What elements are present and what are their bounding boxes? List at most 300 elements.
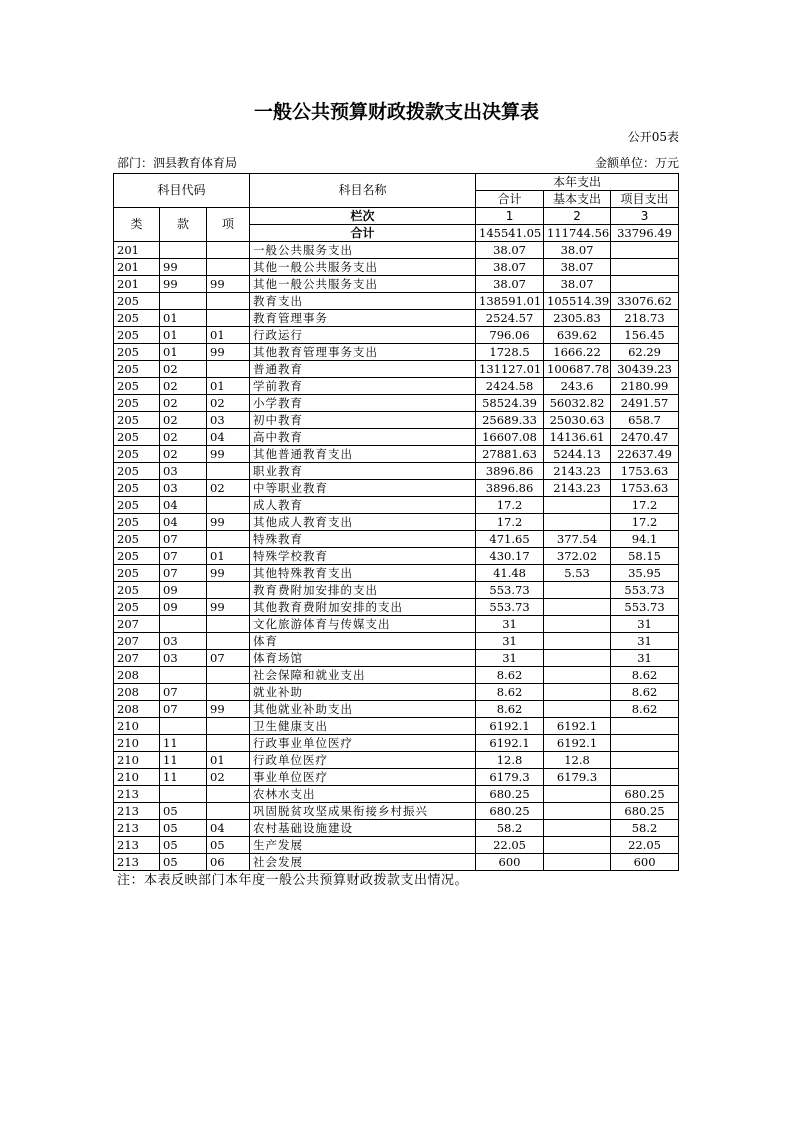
- code-xiang: [207, 310, 250, 327]
- code-xiang: [207, 531, 250, 548]
- code-kuan: 03: [160, 480, 207, 497]
- amount-project: 17.2: [611, 514, 679, 531]
- table-row: [114, 735, 679, 752]
- code-xiang: 05: [207, 837, 250, 854]
- code-lei: 207: [114, 616, 160, 633]
- form-number: 公开05表: [627, 130, 679, 144]
- code-xiang: 03: [207, 412, 250, 429]
- amount-basic: 38.07: [544, 259, 611, 276]
- item-name: 其他普通教育支出: [250, 446, 476, 463]
- code-lei: 205: [114, 531, 160, 548]
- amount-project: 218.73: [611, 310, 679, 327]
- code-lei: 201: [114, 259, 160, 276]
- item-name: 其他成人教育支出: [250, 514, 476, 531]
- item-name: 成人教育: [250, 497, 476, 514]
- table-row: [114, 684, 679, 701]
- code-lei: 205: [114, 429, 160, 446]
- amount-project: 8.62: [611, 667, 679, 684]
- code-kuan: 05: [160, 854, 207, 871]
- amount-project: [611, 735, 679, 752]
- code-lei: 210: [114, 752, 160, 769]
- amount-basic: [544, 684, 611, 701]
- amount-project: 2180.99: [611, 378, 679, 395]
- code-kuan: [160, 616, 207, 633]
- amount-basic: 56032.82: [544, 395, 611, 412]
- table-row: [114, 327, 679, 344]
- header-code: 科目代码: [114, 174, 250, 208]
- amount-total: 600: [476, 854, 544, 871]
- item-name: 其他特殊教育支出: [250, 565, 476, 582]
- table-row: [114, 820, 679, 837]
- amount-project: 31: [611, 616, 679, 633]
- item-name: 行政单位医疗: [250, 752, 476, 769]
- code-lei: 205: [114, 293, 160, 310]
- amount-basic: 6179.3: [544, 769, 611, 786]
- item-name: 社会发展: [250, 854, 476, 871]
- amount-basic: [544, 599, 611, 616]
- code-kuan: 09: [160, 599, 207, 616]
- amount-project: 1753.63: [611, 463, 679, 480]
- code-kuan: 02: [160, 361, 207, 378]
- amount-total: 796.06: [476, 327, 544, 344]
- amount-project: 553.73: [611, 599, 679, 616]
- total-label: 合计: [250, 225, 476, 242]
- item-name: 普通教育: [250, 361, 476, 378]
- item-name: 教育支出: [250, 293, 476, 310]
- total-total: 145541.05: [476, 225, 544, 242]
- amount-basic: [544, 803, 611, 820]
- item-name: 卫生健康支出: [250, 718, 476, 735]
- table-row: [114, 310, 679, 327]
- code-xiang: [207, 667, 250, 684]
- amount-basic: 372.02: [544, 548, 611, 565]
- code-lei: 210: [114, 718, 160, 735]
- amount-project: [611, 276, 679, 293]
- code-xiang: 99: [207, 565, 250, 582]
- code-kuan: 02: [160, 378, 207, 395]
- amount-project: 2491.57: [611, 395, 679, 412]
- amount-project: 600: [611, 854, 679, 871]
- table-row: [114, 378, 679, 395]
- table-row: [114, 786, 679, 803]
- code-kuan: 02: [160, 446, 207, 463]
- amount-basic: 639.62: [544, 327, 611, 344]
- amount-basic: 2143.23: [544, 480, 611, 497]
- code-kuan: 99: [160, 276, 207, 293]
- amount-project: 1753.63: [611, 480, 679, 497]
- code-xiang: [207, 361, 250, 378]
- amount-total: 31: [476, 616, 544, 633]
- header-year-expense: 本年支出: [476, 174, 679, 191]
- code-xiang: 99: [207, 276, 250, 293]
- code-xiang: [207, 718, 250, 735]
- code-lei: 205: [114, 599, 160, 616]
- code-xiang: 99: [207, 599, 250, 616]
- amount-project: 680.25: [611, 786, 679, 803]
- item-name: 行政事业单位医疗: [250, 735, 476, 752]
- table-row: [114, 769, 679, 786]
- code-lei: 213: [114, 786, 160, 803]
- code-lei: 205: [114, 463, 160, 480]
- table-row: [114, 463, 679, 480]
- code-kuan: [160, 293, 207, 310]
- amount-basic: 2305.83: [544, 310, 611, 327]
- code-xiang: [207, 293, 250, 310]
- code-lei: 207: [114, 650, 160, 667]
- item-name: 教育管理事务: [250, 310, 476, 327]
- code-kuan: 01: [160, 310, 207, 327]
- amount-total: 553.73: [476, 582, 544, 599]
- item-name: 文化旅游体育与传媒支出: [250, 616, 476, 633]
- table-row: [114, 429, 679, 446]
- amount-total: 17.2: [476, 514, 544, 531]
- amount-total: 38.07: [476, 242, 544, 259]
- table-row: [114, 259, 679, 276]
- amount-unit-label: 金额单位：万元: [594, 156, 679, 170]
- amount-project: 22.05: [611, 837, 679, 854]
- amount-basic: [544, 633, 611, 650]
- amount-total: 3896.86: [476, 463, 544, 480]
- amount-basic: [544, 786, 611, 803]
- code-xiang: 02: [207, 480, 250, 497]
- table-row: [114, 718, 679, 735]
- amount-total: 38.07: [476, 259, 544, 276]
- table-row: [114, 514, 679, 531]
- item-name: 中等职业教育: [250, 480, 476, 497]
- amount-total: 430.17: [476, 548, 544, 565]
- table-row: [114, 361, 679, 378]
- code-kuan: 03: [160, 650, 207, 667]
- footnote: 注：本表反映部门本年度一般公共预算财政拨款支出情况。: [117, 873, 469, 888]
- amount-total: 41.48: [476, 565, 544, 582]
- code-kuan: 05: [160, 803, 207, 820]
- amount-total: 2524.57: [476, 310, 544, 327]
- amount-basic: 6192.1: [544, 735, 611, 752]
- total-basic: 111744.56: [544, 225, 611, 242]
- code-kuan: 02: [160, 429, 207, 446]
- table-row: [114, 480, 679, 497]
- header-lei: 类: [114, 208, 160, 242]
- amount-project: [611, 769, 679, 786]
- item-name: 社会保障和就业支出: [250, 667, 476, 684]
- code-xiang: 01: [207, 327, 250, 344]
- amount-basic: 25030.63: [544, 412, 611, 429]
- table-row: [114, 293, 679, 310]
- table-row: [114, 701, 679, 718]
- amount-basic: [544, 514, 611, 531]
- amount-basic: 105514.39: [544, 293, 611, 310]
- amount-total: 6179.3: [476, 769, 544, 786]
- amount-basic: [544, 837, 611, 854]
- amount-basic: [544, 854, 611, 871]
- item-name: 其他一般公共服务支出: [250, 259, 476, 276]
- code-xiang: [207, 633, 250, 650]
- amount-basic: 38.07: [544, 276, 611, 293]
- item-name: 生产发展: [250, 837, 476, 854]
- table-row: [114, 548, 679, 565]
- code-xiang: [207, 582, 250, 599]
- code-kuan: [160, 786, 207, 803]
- code-lei: 208: [114, 667, 160, 684]
- item-name: 事业单位医疗: [250, 769, 476, 786]
- amount-project: 58.2: [611, 820, 679, 837]
- code-lei: 205: [114, 582, 160, 599]
- amount-total: 22.05: [476, 837, 544, 854]
- amount-total: 31: [476, 650, 544, 667]
- amount-total: 58.2: [476, 820, 544, 837]
- code-lei: 208: [114, 701, 160, 718]
- item-name: 一般公共服务支出: [250, 242, 476, 259]
- table-row: [114, 803, 679, 820]
- code-kuan: 04: [160, 497, 207, 514]
- code-lei: 210: [114, 769, 160, 786]
- code-xiang: [207, 497, 250, 514]
- code-lei: 205: [114, 565, 160, 582]
- code-lei: 205: [114, 548, 160, 565]
- code-lei: 205: [114, 514, 160, 531]
- code-kuan: 11: [160, 735, 207, 752]
- header-column-label: 栏次: [250, 208, 476, 225]
- table-row: [114, 531, 679, 548]
- table-row: [114, 667, 679, 684]
- amount-project: 62.29: [611, 344, 679, 361]
- item-name: 巩固脱贫攻坚成果衔接乡村振兴: [250, 803, 476, 820]
- code-kuan: 03: [160, 463, 207, 480]
- amount-project: 658.7: [611, 412, 679, 429]
- amount-project: 2470.47: [611, 429, 679, 446]
- table-row: [114, 854, 679, 871]
- amount-project: 35.95: [611, 565, 679, 582]
- code-kuan: 07: [160, 684, 207, 701]
- amount-total: 38.07: [476, 276, 544, 293]
- amount-basic: [544, 701, 611, 718]
- table-row: [114, 497, 679, 514]
- code-lei: 205: [114, 480, 160, 497]
- table-row: [114, 752, 679, 769]
- amount-basic: [544, 497, 611, 514]
- expense-table: [113, 173, 679, 871]
- amount-basic: 14136.61: [544, 429, 611, 446]
- amount-total: 138591.01: [476, 293, 544, 310]
- amount-total: 6192.1: [476, 735, 544, 752]
- table-row: [114, 412, 679, 429]
- amount-project: 31: [611, 650, 679, 667]
- table-row: [114, 837, 679, 854]
- amount-project: 94.1: [611, 531, 679, 548]
- code-kuan: [160, 718, 207, 735]
- amount-project: 156.45: [611, 327, 679, 344]
- amount-basic: [544, 820, 611, 837]
- item-name: 教育费附加安排的支出: [250, 582, 476, 599]
- code-xiang: 99: [207, 701, 250, 718]
- header-xiang: 项: [207, 208, 250, 242]
- amount-basic: 243.6: [544, 378, 611, 395]
- table-row: [114, 276, 679, 293]
- header-kuan: 款: [160, 208, 207, 242]
- item-name: 行政运行: [250, 327, 476, 344]
- amount-total: 8.62: [476, 667, 544, 684]
- code-lei: 201: [114, 276, 160, 293]
- code-xiang: 06: [207, 854, 250, 871]
- amount-total: 31: [476, 633, 544, 650]
- code-kuan: 04: [160, 514, 207, 531]
- code-xiang: [207, 684, 250, 701]
- code-lei: 205: [114, 310, 160, 327]
- code-xiang: [207, 259, 250, 276]
- item-name: 职业教育: [250, 463, 476, 480]
- amount-total: 1728.5: [476, 344, 544, 361]
- code-lei: 205: [114, 361, 160, 378]
- amount-basic: 2143.23: [544, 463, 611, 480]
- code-kuan: [160, 242, 207, 259]
- table-row: [114, 633, 679, 650]
- item-name: 体育: [250, 633, 476, 650]
- amount-total: 3896.86: [476, 480, 544, 497]
- item-name: 特殊学校教育: [250, 548, 476, 565]
- item-name: 初中教育: [250, 412, 476, 429]
- amount-basic: 12.8: [544, 752, 611, 769]
- amount-project: 58.15: [611, 548, 679, 565]
- code-xiang: 04: [207, 820, 250, 837]
- amount-total: 2424.58: [476, 378, 544, 395]
- header-project: 项目支出: [611, 191, 679, 208]
- code-lei: 205: [114, 412, 160, 429]
- amount-total: 58524.39: [476, 395, 544, 412]
- amount-project: [611, 259, 679, 276]
- header-row-1: [114, 174, 679, 191]
- code-xiang: 02: [207, 769, 250, 786]
- code-xiang: [207, 242, 250, 259]
- table-row: [114, 344, 679, 361]
- table-row: [114, 395, 679, 412]
- amount-total: 25689.33: [476, 412, 544, 429]
- item-name: 高中教育: [250, 429, 476, 446]
- amount-project: 8.62: [611, 701, 679, 718]
- code-lei: 208: [114, 684, 160, 701]
- table-row: [114, 446, 679, 463]
- item-name: 其他教育管理事务支出: [250, 344, 476, 361]
- code-xiang: 01: [207, 752, 250, 769]
- code-kuan: 07: [160, 701, 207, 718]
- amount-project: 22637.49: [611, 446, 679, 463]
- amount-total: 680.25: [476, 803, 544, 820]
- code-kuan: 07: [160, 565, 207, 582]
- code-kuan: 99: [160, 259, 207, 276]
- header-total: 合计: [476, 191, 544, 208]
- code-lei: 205: [114, 327, 160, 344]
- code-xiang: [207, 735, 250, 752]
- amount-total: 12.8: [476, 752, 544, 769]
- item-name: 小学教育: [250, 395, 476, 412]
- amount-project: [611, 242, 679, 259]
- code-lei: 205: [114, 378, 160, 395]
- code-xiang: [207, 803, 250, 820]
- amount-basic: 5.53: [544, 565, 611, 582]
- amount-basic: 100687.78: [544, 361, 611, 378]
- table-row: [114, 650, 679, 667]
- item-name: 其他一般公共服务支出: [250, 276, 476, 293]
- code-kuan: 09: [160, 582, 207, 599]
- amount-project: [611, 752, 679, 769]
- code-kuan: 02: [160, 395, 207, 412]
- code-kuan: 07: [160, 548, 207, 565]
- amount-project: 8.62: [611, 684, 679, 701]
- total-project: 33796.49: [611, 225, 679, 242]
- page-title: 一般公共预算财政拨款支出决算表: [253, 101, 539, 123]
- code-lei: 210: [114, 735, 160, 752]
- table-row: [114, 242, 679, 259]
- code-lei: 213: [114, 854, 160, 871]
- code-xiang: 04: [207, 429, 250, 446]
- amount-basic: [544, 650, 611, 667]
- amount-basic: [544, 667, 611, 684]
- header-name: 科目名称: [250, 174, 476, 208]
- amount-total: 17.2: [476, 497, 544, 514]
- code-kuan: 07: [160, 531, 207, 548]
- amount-basic: 1666.22: [544, 344, 611, 361]
- amount-total: 553.73: [476, 599, 544, 616]
- amount-project: 680.25: [611, 803, 679, 820]
- amount-project: 17.2: [611, 497, 679, 514]
- table-row: [114, 582, 679, 599]
- amount-project: [611, 718, 679, 735]
- code-kuan: 01: [160, 327, 207, 344]
- code-xiang: [207, 463, 250, 480]
- code-lei: 213: [114, 803, 160, 820]
- amount-total: 680.25: [476, 786, 544, 803]
- code-xiang: 99: [207, 344, 250, 361]
- amount-total: 16607.08: [476, 429, 544, 446]
- amount-total: 6192.1: [476, 718, 544, 735]
- code-lei: 213: [114, 837, 160, 854]
- header-row-3: [114, 208, 679, 225]
- amount-basic: 38.07: [544, 242, 611, 259]
- amount-project: 30439.23: [611, 361, 679, 378]
- amount-total: 8.62: [476, 701, 544, 718]
- table-row: [114, 616, 679, 633]
- amount-total: 27881.63: [476, 446, 544, 463]
- code-kuan: 05: [160, 837, 207, 854]
- header-col3: 3: [611, 208, 679, 225]
- amount-total: 8.62: [476, 684, 544, 701]
- amount-basic: 5244.13: [544, 446, 611, 463]
- code-xiang: 01: [207, 378, 250, 395]
- code-lei: 213: [114, 820, 160, 837]
- amount-project: 33076.62: [611, 293, 679, 310]
- table-body: [114, 174, 679, 871]
- code-lei: 205: [114, 446, 160, 463]
- amount-basic: 6192.1: [544, 718, 611, 735]
- code-xiang: [207, 616, 250, 633]
- item-name: 其他就业补助支出: [250, 701, 476, 718]
- amount-basic: [544, 616, 611, 633]
- code-xiang: 07: [207, 650, 250, 667]
- code-lei: 205: [114, 497, 160, 514]
- amount-project: 31: [611, 633, 679, 650]
- code-xiang: 02: [207, 395, 250, 412]
- amount-project: 553.73: [611, 582, 679, 599]
- code-kuan: 01: [160, 344, 207, 361]
- code-kuan: 02: [160, 412, 207, 429]
- code-kuan: [160, 667, 207, 684]
- code-xiang: [207, 786, 250, 803]
- amount-total: 131127.01: [476, 361, 544, 378]
- amount-basic: [544, 582, 611, 599]
- code-xiang: 01: [207, 548, 250, 565]
- code-lei: 205: [114, 395, 160, 412]
- code-lei: 205: [114, 344, 160, 361]
- item-name: 体育场馆: [250, 650, 476, 667]
